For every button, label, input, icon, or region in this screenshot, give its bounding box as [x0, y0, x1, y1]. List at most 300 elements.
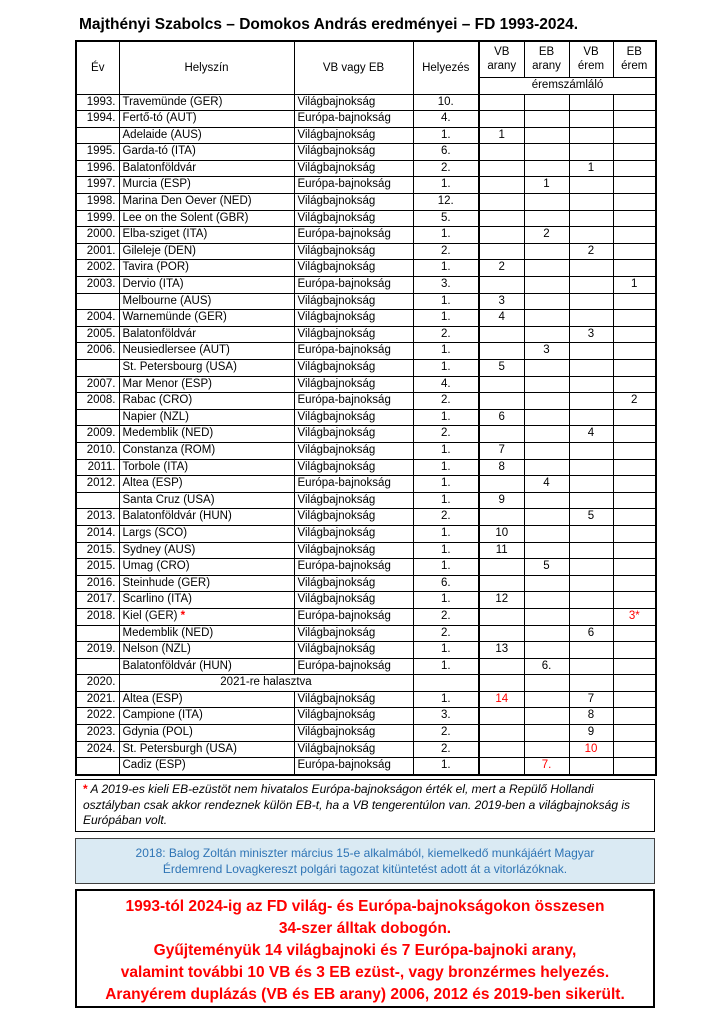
- year-cell: 2008.: [76, 393, 119, 410]
- event-cell: Európa-bajnokság: [294, 177, 413, 194]
- eb-medal-cell: [613, 127, 656, 144]
- event-cell: Világbajnokság: [294, 144, 413, 161]
- eb-gold-cell: [524, 542, 569, 559]
- eb-medal-cell: [613, 194, 656, 211]
- vb-gold-cell: [479, 243, 524, 260]
- table-row: [76, 293, 656, 310]
- footnote-box: [75, 779, 655, 832]
- year-cell: 2017.: [76, 592, 119, 609]
- table-row: [76, 310, 656, 327]
- vb-medal-cell: [569, 194, 613, 211]
- header-row-main: [76, 41, 656, 77]
- column-header-vb-medal: VB érem: [569, 41, 613, 77]
- vb-medal-cell: [569, 277, 613, 294]
- year-cell: 2004.: [76, 310, 119, 327]
- event-cell: Európa-bajnokság: [294, 658, 413, 675]
- table-row: [76, 642, 656, 659]
- table-row: [76, 111, 656, 128]
- event-cell: Világbajnokság: [294, 409, 413, 426]
- vb-gold-cell: [479, 326, 524, 343]
- vb-gold-cell: 11: [479, 542, 524, 559]
- vb-gold-cell: 8: [479, 459, 524, 476]
- vb-medal-cell: [569, 442, 613, 459]
- place-cell: 10.: [413, 94, 479, 111]
- vb-gold-cell: [479, 111, 524, 128]
- vb-medal-cell: [569, 376, 613, 393]
- year-cell: 2000.: [76, 227, 119, 244]
- eb-gold-cell: [524, 127, 569, 144]
- eb-gold-cell: [524, 625, 569, 642]
- year-cell: 2015.: [76, 542, 119, 559]
- eb-gold-cell: [524, 691, 569, 708]
- place-cell: 1.: [413, 476, 479, 493]
- eb-gold-cell: [524, 741, 569, 758]
- vb-gold-cell: 10: [479, 525, 524, 542]
- vb-gold-cell: 9: [479, 492, 524, 509]
- eb-medal-cell: [613, 360, 656, 377]
- eb-medal-cell: [613, 559, 656, 576]
- year-cell: 1998.: [76, 194, 119, 211]
- results-table: [75, 40, 657, 776]
- vb-medal-cell: [569, 476, 613, 493]
- location-cell: St. Petersbourg (USA): [119, 360, 294, 377]
- eb-medal-cell: [613, 658, 656, 675]
- table-row: [76, 227, 656, 244]
- eb-medal-cell: 3*: [613, 608, 656, 625]
- location-cell: Elba-sziget (ITA): [119, 227, 294, 244]
- year-cell: 1997.: [76, 177, 119, 194]
- place-cell: 1.: [413, 492, 479, 509]
- eb-medal-cell: [613, 741, 656, 758]
- eb-gold-cell: [524, 708, 569, 725]
- event-cell: Világbajnokság: [294, 326, 413, 343]
- vb-medal-cell: 1: [569, 160, 613, 177]
- vb-medal-cell: [569, 575, 613, 592]
- table-row: [76, 675, 656, 692]
- place-cell: 1.: [413, 310, 479, 327]
- table-row: [76, 542, 656, 559]
- table-row: [76, 260, 656, 277]
- eb-medal-cell: [613, 94, 656, 111]
- table-row: [76, 127, 656, 144]
- vb-medal-cell: [569, 492, 613, 509]
- year-cell: 2024.: [76, 741, 119, 758]
- vb-medal-cell: [569, 559, 613, 576]
- summary-line: Gyűjteményük 14 világbajnoki és 7 Európa-bajnoki arany,: [153, 942, 577, 959]
- eb-medal-cell: [613, 111, 656, 128]
- vb-medal-cell: [569, 758, 613, 775]
- location-cell: Balatonföldvár (HUN): [119, 658, 294, 675]
- table-row: [76, 492, 656, 509]
- place-cell: 1.: [413, 260, 479, 277]
- location-cell: Gileleje (DEN): [119, 243, 294, 260]
- eb-gold-cell: [524, 326, 569, 343]
- vb-gold-cell: 7: [479, 442, 524, 459]
- place-cell: 1.: [413, 459, 479, 476]
- vb-medal-cell: [569, 94, 613, 111]
- location-cell: Largs (SCO): [119, 525, 294, 542]
- table-row: [76, 210, 656, 227]
- event-cell: Világbajnokság: [294, 260, 413, 277]
- table-row: [76, 409, 656, 426]
- event-cell: Világbajnokság: [294, 426, 413, 443]
- place-cell: 6.: [413, 575, 479, 592]
- place-cell: 1.: [413, 642, 479, 659]
- location-cell: Constanza (ROM): [119, 442, 294, 459]
- year-cell: 2009.: [76, 426, 119, 443]
- table-row: [76, 393, 656, 410]
- table-row: [76, 194, 656, 211]
- location-cell: Altea (ESP): [119, 476, 294, 493]
- eb-medal-cell: 1: [613, 277, 656, 294]
- event-cell: Európa-bajnokság: [294, 476, 413, 493]
- location-cell: Murcia (ESP): [119, 177, 294, 194]
- eb-medal-cell: [613, 509, 656, 526]
- event-cell: Európa-bajnokság: [294, 111, 413, 128]
- footnote-text: A 2019-es kieli EB-ezüstöt nem hivatalos Európa-bajnokságon érték el, mert a Repülő Hollandi osztályban csak akkor rendeznek külön EB-t, ha a VB tengerentúlon van. 2019-ben a világbajnokság is Európában volt.: [83, 782, 631, 827]
- place-cell: 2.: [413, 243, 479, 260]
- vb-gold-cell: [479, 658, 524, 675]
- place-cell: 1.: [413, 442, 479, 459]
- vb-medal-cell: 9: [569, 725, 613, 742]
- place-cell: 1.: [413, 177, 479, 194]
- eb-medal-cell: [613, 525, 656, 542]
- location-cell: Medemblik (NED): [119, 625, 294, 642]
- summary-line: 1993-tól 2024-ig az FD világ- és Európa-bajnokságokon összesen: [125, 898, 605, 915]
- eb-gold-cell: [524, 376, 569, 393]
- year-cell: [76, 658, 119, 675]
- location-cell: Kiel (GER) *: [119, 608, 294, 625]
- year-cell: [76, 758, 119, 775]
- table-row: [76, 592, 656, 609]
- event-cell: Európa-bajnokság: [294, 608, 413, 625]
- event-cell: Európa-bajnokság: [294, 758, 413, 775]
- event-cell: Világbajnokság: [294, 127, 413, 144]
- location-cell: Medemblik (NED): [119, 426, 294, 443]
- place-cell: 6.: [413, 144, 479, 161]
- year-cell: 2016.: [76, 575, 119, 592]
- eb-medal-cell: [613, 708, 656, 725]
- vb-medal-cell: [569, 658, 613, 675]
- year-cell: [76, 492, 119, 509]
- eb-gold-cell: [524, 243, 569, 260]
- column-header-vb-gold: VB arany: [479, 41, 524, 77]
- table-row: [76, 625, 656, 642]
- year-cell: 2001.: [76, 243, 119, 260]
- eb-gold-cell: 1: [524, 177, 569, 194]
- eb-gold-cell: [524, 509, 569, 526]
- place-cell: 1.: [413, 592, 479, 609]
- vb-medal-cell: 5: [569, 509, 613, 526]
- eb-gold-cell: [524, 575, 569, 592]
- location-cell: Campione (ITA): [119, 708, 294, 725]
- vb-medal-cell: [569, 360, 613, 377]
- eb-gold-cell: [524, 642, 569, 659]
- table-row: [76, 144, 656, 161]
- location-cell: Marina Den Oever (NED): [119, 194, 294, 211]
- location-cell: Tavira (POR): [119, 260, 294, 277]
- results-table-header: [76, 41, 656, 94]
- event-cell: Világbajnokság: [294, 310, 413, 327]
- year-cell: 2022.: [76, 708, 119, 725]
- location-cell: Napier (NZL): [119, 409, 294, 426]
- vb-gold-cell: [479, 144, 524, 161]
- table-row: [76, 658, 656, 675]
- table-row: [76, 476, 656, 493]
- vb-medal-cell: [569, 227, 613, 244]
- place-cell: 1.: [413, 658, 479, 675]
- place-cell: 2.: [413, 160, 479, 177]
- location-cell: Balatonföldvár: [119, 160, 294, 177]
- event-cell: Világbajnokság: [294, 642, 413, 659]
- eb-medal-cell: [613, 243, 656, 260]
- vb-gold-cell: [479, 741, 524, 758]
- eb-gold-cell: [524, 260, 569, 277]
- eb-medal-cell: [613, 625, 656, 642]
- table-row: [76, 509, 656, 526]
- location-cell: Scarlino (ITA): [119, 592, 294, 609]
- place-cell: 1.: [413, 360, 479, 377]
- place-cell: 1.: [413, 343, 479, 360]
- eb-gold-cell: [524, 293, 569, 310]
- place-cell: 2.: [413, 509, 479, 526]
- vb-gold-cell: [479, 675, 524, 692]
- event-cell: Világbajnokság: [294, 625, 413, 642]
- table-row: [76, 741, 656, 758]
- eb-gold-cell: [524, 725, 569, 742]
- vb-gold-cell: [479, 708, 524, 725]
- vb-medal-cell: [569, 210, 613, 227]
- vb-gold-cell: [479, 393, 524, 410]
- eb-medal-cell: [613, 442, 656, 459]
- event-cell: Világbajnokság: [294, 492, 413, 509]
- vb-gold-cell: 3: [479, 293, 524, 310]
- table-row: [76, 426, 656, 443]
- location-cell: Steinhude (GER): [119, 575, 294, 592]
- vb-gold-cell: [479, 94, 524, 111]
- event-cell: Világbajnokság: [294, 210, 413, 227]
- year-cell: 2019.: [76, 642, 119, 659]
- year-cell: 1999.: [76, 210, 119, 227]
- place-cell: 2.: [413, 393, 479, 410]
- place-cell: 2.: [413, 326, 479, 343]
- location-cell: Garda-tó (ITA): [119, 144, 294, 161]
- year-cell: [76, 127, 119, 144]
- table-row: [76, 442, 656, 459]
- table-row: [76, 277, 656, 294]
- table-row: [76, 691, 656, 708]
- place-cell: 2.: [413, 608, 479, 625]
- year-cell: 2020.: [76, 675, 119, 692]
- eb-medal-cell: 2: [613, 393, 656, 410]
- table-row: [76, 725, 656, 742]
- vb-gold-cell: 4: [479, 310, 524, 327]
- place-cell: 1.: [413, 542, 479, 559]
- eb-gold-cell: [524, 459, 569, 476]
- location-cell: Torbole (ITA): [119, 459, 294, 476]
- location-cell: Dervio (ITA): [119, 277, 294, 294]
- location-cell: Fertő-tó (AUT): [119, 111, 294, 128]
- place-cell: 3.: [413, 277, 479, 294]
- location-cell: Altea (ESP): [119, 691, 294, 708]
- vb-medal-cell: [569, 177, 613, 194]
- event-cell: Világbajnokság: [294, 741, 413, 758]
- year-cell: 1995.: [76, 144, 119, 161]
- vb-gold-cell: [479, 625, 524, 642]
- year-cell: 2011.: [76, 459, 119, 476]
- page-title: Majthényi Szabolcs – Domokos András eredményei – FD 1993-2024.: [79, 16, 579, 33]
- vb-medal-cell: [569, 127, 613, 144]
- eb-medal-cell: [613, 260, 656, 277]
- year-cell: [76, 293, 119, 310]
- eb-medal-cell: [613, 675, 656, 692]
- vb-medal-cell: [569, 409, 613, 426]
- eb-medal-cell: [613, 592, 656, 609]
- year-cell: [76, 409, 119, 426]
- place-cell: 1.: [413, 758, 479, 775]
- location-cell: Travemünde (GER): [119, 94, 294, 111]
- column-header-eb-medal: EB érem: [613, 41, 656, 77]
- postponed-cell: 2021-re halasztva: [119, 675, 413, 692]
- location-cell: Balatonföldvár (HUN): [119, 509, 294, 526]
- vb-medal-cell: [569, 343, 613, 360]
- year-cell: 2018.: [76, 608, 119, 625]
- eb-gold-cell: 7.: [524, 758, 569, 775]
- eb-gold-cell: 2: [524, 227, 569, 244]
- place-cell: 12.: [413, 194, 479, 211]
- eb-medal-cell: [613, 293, 656, 310]
- location-cell: Gdynia (POL): [119, 725, 294, 742]
- location-cell: Neusiedlersee (AUT): [119, 343, 294, 360]
- eb-medal-cell: [613, 160, 656, 177]
- location-cell: Adelaide (AUS): [119, 127, 294, 144]
- eb-gold-cell: [524, 426, 569, 443]
- place-cell: 1.: [413, 127, 479, 144]
- eb-medal-cell: [613, 642, 656, 659]
- event-cell: Világbajnokság: [294, 293, 413, 310]
- vb-medal-cell: [569, 459, 613, 476]
- vb-medal-cell: [569, 642, 613, 659]
- vb-gold-cell: [479, 476, 524, 493]
- event-cell: Világbajnokság: [294, 691, 413, 708]
- event-cell: Világbajnokság: [294, 542, 413, 559]
- table-row: [76, 376, 656, 393]
- eb-medal-cell: [613, 144, 656, 161]
- location-cell: Santa Cruz (USA): [119, 492, 294, 509]
- eb-medal-cell: [613, 210, 656, 227]
- year-cell: 2005.: [76, 326, 119, 343]
- vb-medal-cell: 6: [569, 625, 613, 642]
- eb-medal-cell: [613, 227, 656, 244]
- place-cell: 2.: [413, 725, 479, 742]
- eb-gold-cell: [524, 160, 569, 177]
- event-cell: Európa-bajnokság: [294, 559, 413, 576]
- vb-medal-cell: [569, 293, 613, 310]
- table-row: [76, 758, 656, 775]
- event-cell: Európa-bajnokság: [294, 393, 413, 410]
- year-cell: [76, 360, 119, 377]
- eb-medal-cell: [613, 376, 656, 393]
- location-asterisk: *: [180, 609, 186, 622]
- column-header-year: Év: [76, 41, 119, 94]
- year-cell: 2007.: [76, 376, 119, 393]
- event-cell: Világbajnokság: [294, 575, 413, 592]
- eb-gold-cell: [524, 111, 569, 128]
- eb-gold-cell: [524, 675, 569, 692]
- event-cell: Világbajnokság: [294, 592, 413, 609]
- place-cell: 3.: [413, 708, 479, 725]
- vb-gold-cell: [479, 177, 524, 194]
- eb-medal-cell: [613, 326, 656, 343]
- location-cell: St. Petersburgh (USA): [119, 741, 294, 758]
- place-cell: 2.: [413, 426, 479, 443]
- table-row: [76, 575, 656, 592]
- table-row: [76, 326, 656, 343]
- event-cell: Világbajnokság: [294, 360, 413, 377]
- table-row: [76, 608, 656, 625]
- event-cell: Világbajnokság: [294, 160, 413, 177]
- column-header-location: Helyszín: [119, 41, 294, 94]
- vb-gold-cell: 2: [479, 260, 524, 277]
- table-row: [76, 94, 656, 111]
- vb-medal-cell: 3: [569, 326, 613, 343]
- table-row: [76, 343, 656, 360]
- column-header-event-type: VB vagy EB: [294, 41, 413, 94]
- column-header-eb-gold: EB arany: [524, 41, 569, 77]
- eb-medal-cell: [613, 542, 656, 559]
- event-cell: Világbajnokság: [294, 243, 413, 260]
- vb-medal-cell: [569, 542, 613, 559]
- event-cell: Világbajnokság: [294, 94, 413, 111]
- eb-medal-cell: [613, 691, 656, 708]
- eb-gold-cell: [524, 360, 569, 377]
- location-cell: Cadiz (ESP): [119, 758, 294, 775]
- eb-gold-cell: 3: [524, 343, 569, 360]
- vb-medal-cell: 7: [569, 691, 613, 708]
- eb-medal-cell: [613, 476, 656, 493]
- location-cell: Mar Menor (ESP): [119, 376, 294, 393]
- year-cell: 2015.: [76, 559, 119, 576]
- location-cell: Warnemünde (GER): [119, 310, 294, 327]
- place-cell: 5.: [413, 210, 479, 227]
- event-cell: Világbajnokság: [294, 708, 413, 725]
- summary-box: [75, 889, 655, 1008]
- eb-gold-cell: [524, 525, 569, 542]
- eb-medal-cell: [613, 310, 656, 327]
- year-cell: 2006.: [76, 343, 119, 360]
- vb-gold-cell: [479, 227, 524, 244]
- vb-gold-cell: [479, 426, 524, 443]
- eb-gold-cell: [524, 442, 569, 459]
- event-cell: Világbajnokság: [294, 459, 413, 476]
- table-row: [76, 360, 656, 377]
- eb-gold-cell: 5: [524, 559, 569, 576]
- eb-gold-cell: [524, 393, 569, 410]
- eb-medal-cell: [613, 426, 656, 443]
- eb-gold-cell: [524, 144, 569, 161]
- summary-line: 34-szer álltak dobogón.: [278, 920, 452, 937]
- year-cell: 1993.: [76, 94, 119, 111]
- vb-gold-cell: 6: [479, 409, 524, 426]
- table-row: [76, 177, 656, 194]
- event-cell: Világbajnokság: [294, 725, 413, 742]
- vb-gold-cell: [479, 559, 524, 576]
- year-cell: 2012.: [76, 476, 119, 493]
- place-cell: 1.: [413, 227, 479, 244]
- year-cell: 2023.: [76, 725, 119, 742]
- eb-gold-cell: 4: [524, 476, 569, 493]
- vb-medal-cell: [569, 310, 613, 327]
